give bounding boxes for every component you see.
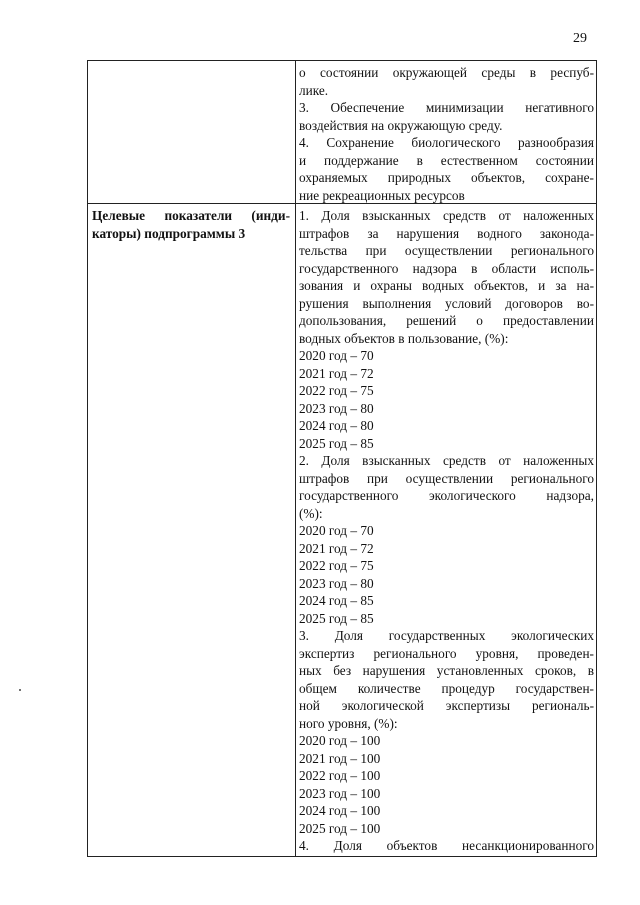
text-line: охраняемых природных объектов, сохране-	[299, 170, 594, 185]
subprogram-table	[87, 60, 597, 857]
indicator-value: 2025 год – 100	[299, 820, 381, 836]
text-line: и поддержание в естественном состоянии	[299, 152, 594, 168]
indicator-value: 2023 год – 80	[299, 400, 374, 416]
text-line: 1. Доля взысканных средств от наложенных	[299, 208, 594, 223]
text-line: воздействия на окружающую среду.	[299, 117, 503, 133]
text-line: тельства при осуществлении регионального	[299, 243, 594, 258]
indicator-value: 2025 год – 85	[299, 435, 374, 451]
text-line: штрафов за нарушения водного законода-	[299, 225, 594, 241]
column-divider	[295, 61, 296, 856]
text-line: экспертиз регионального уровня, проведен-	[299, 645, 594, 661]
indicator-value: 2020 год – 70	[299, 348, 374, 363]
indicators-label-cell	[92, 207, 290, 242]
page-number: 29	[573, 31, 587, 46]
text-line: общем количестве процедур государствен-	[299, 680, 594, 696]
indicator-value: 2021 год – 100	[299, 750, 381, 766]
text-line: (%):	[299, 505, 323, 521]
indicator-value: 2023 год – 80	[299, 575, 374, 591]
text-line: рушения выполнения условий договоров во-	[299, 295, 594, 311]
indicator-value: 2024 год – 80	[299, 418, 374, 433]
indicator-value: 2022 год – 75	[299, 383, 374, 398]
indicator-value: 2022 год – 100	[299, 768, 381, 783]
text-line: допользования, решений о предоставлении	[299, 313, 594, 328]
indicator-value: 2024 год – 85	[299, 593, 374, 608]
scan-speck	[19, 689, 21, 691]
row1-content-cell	[299, 64, 594, 204]
text-line: ной экологической экспертизы региональ-	[299, 698, 594, 713]
text-line: 3. Обеспечение минимизации негативного	[299, 100, 594, 115]
label-line: каторы) подпрограммы 3	[92, 225, 246, 241]
label-line: Целевые показатели (инди-	[92, 208, 290, 223]
indicator-value: 2023 год – 100	[299, 785, 381, 801]
text-line: водных объектов в пользование, (%):	[299, 330, 509, 346]
text-line: 4. Доля объектов несанкционированного	[299, 838, 594, 853]
text-line: штрафов при осуществлении регионального	[299, 470, 594, 486]
indicator-value: 2020 год – 100	[299, 733, 381, 748]
text-line: о состоянии окружающей среды в респуб-	[299, 65, 594, 80]
indicator-value: 2025 год – 85	[299, 610, 374, 626]
indicator-value: 2024 год – 100	[299, 803, 381, 818]
indicator-value: 2022 год – 75	[299, 558, 374, 573]
indicators-content-cell	[299, 207, 594, 855]
text-line: ние рекреационных ресурсов	[299, 187, 465, 203]
text-line: ных без нарушения установленных сроков, в	[299, 663, 594, 678]
indicator-value: 2020 год – 70	[299, 523, 374, 538]
text-line: лике.	[299, 82, 329, 98]
text-line: 3. Доля государственных экологических	[299, 628, 594, 643]
text-line: 2. Доля взысканных средств от наложенных	[299, 453, 594, 468]
text-line: 4. Сохранение биологического разнообразия	[299, 135, 594, 150]
text-line: ного уровня, (%):	[299, 715, 398, 731]
indicator-value: 2021 год – 72	[299, 540, 374, 556]
text-line: государственного экологического надзора,	[299, 488, 594, 503]
indicator-value: 2021 год – 72	[299, 365, 374, 381]
text-line: государственного надзора в области исполь-	[299, 260, 594, 276]
text-line: зования и охраны водных объектов, и за на-	[299, 278, 594, 293]
